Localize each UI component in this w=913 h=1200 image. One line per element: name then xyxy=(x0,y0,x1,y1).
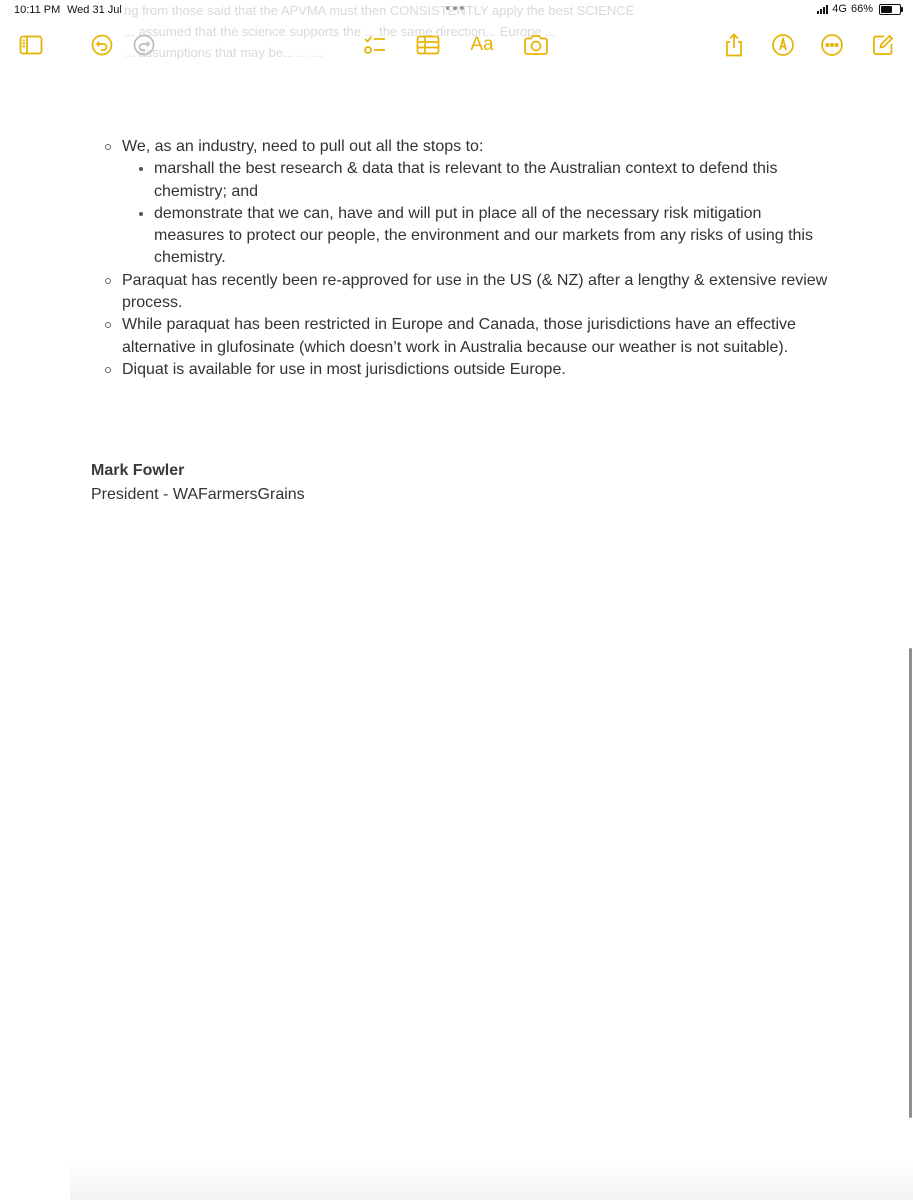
format-text-icon[interactable] xyxy=(469,32,495,58)
notes-toolbar xyxy=(0,30,913,60)
status-indicators xyxy=(817,3,901,15)
more-icon[interactable] xyxy=(819,32,845,58)
status-date: Wed 31 Jul xyxy=(67,4,122,16)
sub-list-item-text: marshall the best research & data that is relevant to the Australian context to defend this chemistry; and xyxy=(154,160,778,200)
format-label: Aa xyxy=(470,34,494,55)
checklist-icon[interactable] xyxy=(362,32,388,58)
list-item-text: While paraquat has been restricted in Europe and Canada, those jurisdictions have an effective alternative in glufosinate (which doesn’t work in Australia because our weather is not suitable). xyxy=(122,316,796,356)
undo-icon[interactable] xyxy=(89,32,115,58)
sub-list-item xyxy=(91,158,831,203)
sub-list-item xyxy=(91,203,831,270)
cellular-signal-icon xyxy=(817,4,828,14)
table-icon[interactable] xyxy=(415,32,441,58)
ghost-line: ... assumed that the science supports the ... the same direction... Europe ... xyxy=(124,24,557,39)
share-icon[interactable] xyxy=(721,32,747,58)
scroll-indicator[interactable] xyxy=(909,648,912,1118)
list-item-text: Diquat is available for use in most jurisdictions outside Europe. xyxy=(122,360,566,378)
list-item xyxy=(91,314,831,359)
note-body[interactable] xyxy=(91,136,831,381)
signature-block xyxy=(91,459,305,507)
ghost-line: ... assumptions that may be... ... ... xyxy=(124,45,323,60)
list-item-text: Paraquat has recently been re-approved for use in the US (& NZ) after a lengthy & extensive review process. xyxy=(122,271,828,312)
redo-icon[interactable] xyxy=(131,32,157,58)
status-time: 10:11 PM xyxy=(14,4,61,16)
signature-title: President - WAFarmersGrains xyxy=(91,486,305,503)
list-item xyxy=(91,270,831,315)
battery-icon xyxy=(879,4,901,15)
network-type: 4G xyxy=(832,3,847,15)
camera-icon[interactable] xyxy=(523,32,549,58)
sidebar-icon[interactable] xyxy=(18,32,44,58)
signature-name: Mark Fowler xyxy=(91,462,185,479)
bottom-shade xyxy=(70,1158,913,1200)
sub-list-item-text: demonstrate that we can, have and will put in place all of the necessary risk mitigation measures to protect our people, the environment and our markets from any risks of using this chemistry. xyxy=(154,204,813,267)
battery-percentage: 66% xyxy=(850,3,873,15)
battery-fill xyxy=(881,6,892,13)
list-item xyxy=(91,359,831,381)
ghost-line: ng from those said that the APVMA must then CONSISTENTLY apply the best SCIENCE xyxy=(124,3,635,18)
list-item xyxy=(91,136,831,158)
compose-icon[interactable] xyxy=(870,32,896,58)
list-item-text: We, as an industry, need to pull out all the stops to: xyxy=(122,138,484,155)
markup-icon[interactable] xyxy=(770,32,796,58)
